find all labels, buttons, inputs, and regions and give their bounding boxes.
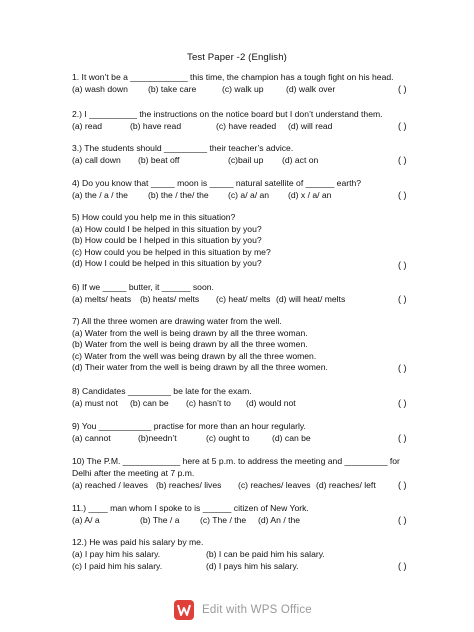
answer-option: (a) the / a / the — [72, 190, 128, 200]
answer-option: (c) ought to — [206, 433, 250, 443]
answer-option: (b) beat off — [138, 155, 180, 165]
answer-option: (a) wash down — [72, 84, 128, 94]
question-text: 9) You ___________ practise for more than an hour regularly. — [72, 421, 306, 431]
answer-option: (c) walk up — [222, 84, 264, 94]
answer-option: (c) reaches/ leaves — [238, 480, 311, 490]
question-option-line: (b) Water from the well is being drawn by all the three women. — [72, 339, 308, 350]
answer-option: (a) read — [72, 121, 103, 131]
question-option-line: (d) Their water from the well is being drawn by all the three women. — [72, 362, 328, 373]
question-text: 5) How could you help me in this situation? — [72, 212, 236, 222]
question-text: 6) If we _____ butter, it ______ soon. — [72, 282, 214, 292]
question-text: 3.) The students should _________ their teacher’s advice. — [72, 143, 294, 153]
question-text: 10) The P.M. ____________ here at 5 p.m. to address the meeting and _________ for — [72, 456, 400, 466]
answer-bracket: ( ) — [398, 190, 407, 200]
answer-option: (b) have read — [130, 121, 182, 131]
answer-option: (d) act on — [282, 155, 319, 165]
answer-bracket: ( ) — [398, 480, 407, 490]
question-option-line: (c) How could you be helped in this situation by me? — [72, 246, 271, 257]
answer-option: (b) The / a — [140, 515, 180, 525]
answer-option: (b) can be — [130, 398, 169, 408]
wps-w-glyph — [177, 604, 191, 616]
question-text: 2.) I __________ the instructions on the notice board but I don’t understand them. — [72, 109, 383, 119]
question-option-line: (d) How I could be helped in this situation by you? — [72, 258, 262, 269]
answer-bracket: ( ) — [398, 121, 407, 131]
answer-option: (a) melts/ heats — [72, 294, 132, 304]
answer-option: (b) I can be paid him his salary. — [206, 549, 325, 559]
answer-option: (b)needn’t — [138, 433, 177, 443]
answer-option: (d) can be — [272, 433, 311, 443]
answer-bracket: ( ) — [398, 294, 407, 304]
answer-option: (c) have readed — [216, 121, 277, 131]
answer-option: (d) would not — [246, 398, 296, 408]
question-text: 7) All the three women are drawing water from the well. — [72, 316, 282, 326]
wps-footer[interactable] — [174, 599, 312, 621]
answer-bracket: ( ) — [398, 260, 407, 270]
answer-option: (d) I pays him his salary. — [206, 561, 299, 571]
page-title: Test Paper -2 (English) — [187, 52, 287, 63]
question-option-line: (a) How could I be helped in this situation by you? — [72, 223, 262, 234]
answer-bracket: ( ) — [398, 155, 407, 165]
answer-option: (d) x / a/ an — [288, 190, 332, 200]
answer-option: (d) will read — [288, 121, 333, 131]
answer-option: (c)bail up — [228, 155, 264, 165]
answer-option: (c) I paid him his salary. — [72, 561, 163, 571]
question-text: 11.) ____ man whom I spoke to is ______ citizen of New York. — [72, 503, 309, 513]
answer-option: (a) must not — [72, 398, 118, 408]
answer-option: (a) A/ a — [72, 515, 100, 525]
question-text: 8) Candidates _________ be late for the exam. — [72, 386, 252, 396]
wps-logo-icon — [174, 600, 194, 620]
answer-option: (c) The / the — [200, 515, 247, 525]
answer-option: (a) cannot — [72, 433, 111, 443]
answer-bracket: ( ) — [398, 515, 407, 525]
question-text: 12.) He was paid his salary by me. — [72, 537, 204, 547]
footer-label: Edit with WPS Office — [202, 604, 312, 616]
answer-option: (c) hasn’t to — [186, 398, 231, 408]
answer-option: (a) reached / leaves — [72, 480, 148, 490]
answer-option: (b) the / the/ the — [148, 190, 209, 200]
answer-option: (c) heat/ melts — [216, 294, 271, 304]
question-text: 4) Do you know that _____ moon is _____ natural satellite of ______ earth? — [72, 178, 362, 188]
answer-bracket: ( ) — [398, 561, 407, 571]
answer-option: (d) walk over — [286, 84, 336, 94]
question-option-line: (a) Water from the well is being drawn by all the three woman. — [72, 327, 308, 338]
question-option-line: (c) Water from the well was being drawn by all the three women. — [72, 350, 317, 361]
answer-option: (b) heats/ melts — [140, 294, 200, 304]
answer-bracket: ( ) — [398, 398, 407, 408]
question-text: 1. It won’t be a ____________ this time, the champion has a tough fight on his head. — [72, 72, 394, 82]
answer-bracket: ( ) — [398, 363, 407, 373]
answer-option: (c) a/ a/ an — [228, 190, 270, 200]
answer-option: (d) will heat/ melts — [276, 294, 346, 304]
answer-bracket: ( ) — [398, 433, 407, 443]
answer-bracket: ( ) — [398, 84, 407, 94]
answer-option: (b) take care — [148, 84, 197, 94]
answer-option: (d) An / the — [258, 515, 301, 525]
answer-option: (a) call down — [72, 155, 121, 165]
question-option-line: Delhi after the meeting at 7 p.m. — [72, 467, 195, 478]
question-option-line: (b) How could be I helped in this situation by you? — [72, 235, 262, 246]
answer-option: (a) I pay him his salary. — [72, 549, 161, 559]
answer-option: (d) reaches/ left — [316, 480, 376, 490]
answer-option: (b) reaches/ lives — [156, 480, 222, 490]
